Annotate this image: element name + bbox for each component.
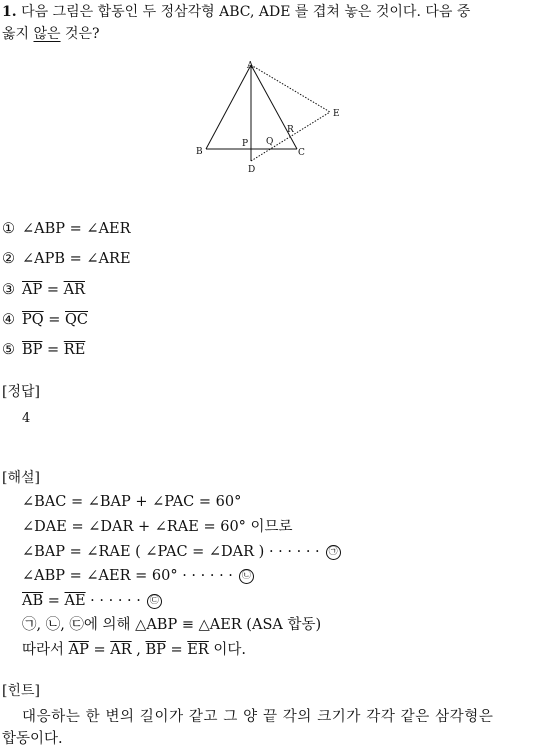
question-text-post: 것은?: [60, 26, 100, 42]
choice-rhs: $\overline{RE}$: [63, 342, 86, 358]
explanation-line-7: [22, 640, 246, 660]
explanation-line-6: ㉠, ㉡, ㉢에 의해 △ABP ≡ △AER (ASA 합동): [22, 617, 322, 633]
choice-2[interactable]: [2, 249, 131, 269]
answer-value: 4: [22, 411, 31, 426]
circled-mark: ㉡: [239, 569, 254, 584]
explanation-text: ∠ABP = ∠AER = 60° · · · · · ·: [22, 568, 233, 584]
hint-line-2: 합동이다.: [2, 731, 63, 747]
choice-4[interactable]: [2, 310, 88, 330]
choice-op: =: [43, 312, 66, 328]
explanation-line-3: [22, 542, 341, 562]
explanation-line-5: [22, 591, 162, 611]
label-q: Q: [266, 137, 274, 147]
segment-ae-text: $\overline{AE}$: [64, 593, 86, 609]
explanation-line-2: ∠DAE = ∠DAR + ∠RAE = 60° 이므로: [22, 519, 293, 535]
choice-lhs: $\overline{BP}$: [22, 342, 43, 358]
underlined-word: 않은: [33, 26, 61, 42]
label-p: P: [242, 139, 249, 149]
choice-rhs: ∠AER: [86, 221, 131, 237]
equals-sign: =: [165, 642, 188, 658]
equals-sign: =: [43, 593, 65, 609]
segment-ab: [206, 65, 251, 149]
choice-rhs: $\overline{AR}$: [63, 282, 85, 298]
choice-op: =: [42, 282, 64, 298]
label-a: A: [247, 61, 254, 71]
choice-marker: ③: [2, 282, 15, 298]
segment-ap-text: $\overline{AP}$: [68, 642, 89, 658]
explanation-text: 따라서: [22, 642, 69, 658]
hint-line-1: 대응하는 한 변의 길이가 같고 그 양 끝 각의 크기가 각각 같은 삼각형은: [22, 709, 494, 725]
label-d: D: [248, 165, 256, 175]
question-text: 다음 그림은 합동인 두 정삼각형 ABC, ADE 를 겹쳐 놓은 것이다. 다음 중: [21, 4, 471, 20]
dots: · · · · · ·: [85, 593, 141, 609]
choice-marker: ②: [2, 251, 15, 267]
equals-sign: =: [88, 642, 111, 658]
label-b: B: [196, 147, 203, 157]
hint-label: [힌트]: [2, 683, 40, 699]
label-e: E: [333, 109, 340, 119]
question-line-2: [2, 24, 100, 44]
choice-op: =: [42, 342, 64, 358]
choice-marker: ⑤: [2, 342, 15, 358]
choice-rhs: ∠ARE: [86, 251, 131, 267]
choice-lhs: $\overline{AP}$: [22, 282, 43, 298]
choice-1[interactable]: [2, 219, 131, 239]
question-number: 1.: [2, 4, 17, 20]
choice-op: =: [65, 251, 87, 267]
choice-5[interactable]: [2, 340, 85, 360]
choice-op: =: [65, 221, 87, 237]
choice-marker: ④: [2, 312, 15, 328]
question-line-1: [2, 2, 470, 22]
triangle-figure: [190, 58, 350, 178]
choice-lhs: $\overline{PQ}$: [22, 312, 44, 328]
choice-3[interactable]: [2, 280, 85, 300]
question-text-pre: 옳지: [2, 26, 34, 42]
choice-lhs: ∠ABP: [22, 221, 66, 237]
explanation-line-4: [22, 566, 254, 586]
answer-label: [정답]: [2, 384, 40, 400]
choice-marker: ①: [2, 221, 15, 237]
comma: ,: [131, 642, 146, 658]
segment-bp-text: $\overline{BP}$: [145, 642, 166, 658]
circled-mark: ㉠: [326, 545, 341, 560]
choice-lhs: ∠APB: [22, 251, 66, 267]
segment-er-text: $\overline{ER}$: [187, 642, 209, 658]
segment-ab-text: $\overline{AB}$: [22, 593, 44, 609]
label-c: C: [298, 148, 305, 158]
choice-rhs: $\overline{QC}$: [65, 312, 89, 328]
circled-mark: ㉢: [147, 594, 162, 609]
explanation-text: ∠BAP = ∠RAE ( ∠PAC = ∠DAR ) · · · · · ·: [22, 544, 320, 560]
segment-ae: [251, 65, 330, 112]
explanation-text: 이다.: [208, 642, 247, 658]
explanation-line-1: ∠BAC = ∠BAP + ∠PAC = 60°: [22, 494, 242, 510]
label-r: R: [287, 125, 294, 135]
segment-de: [251, 112, 330, 161]
segment-ar-text: $\overline{AR}$: [110, 642, 132, 658]
explanation-label: [해설]: [2, 470, 40, 486]
